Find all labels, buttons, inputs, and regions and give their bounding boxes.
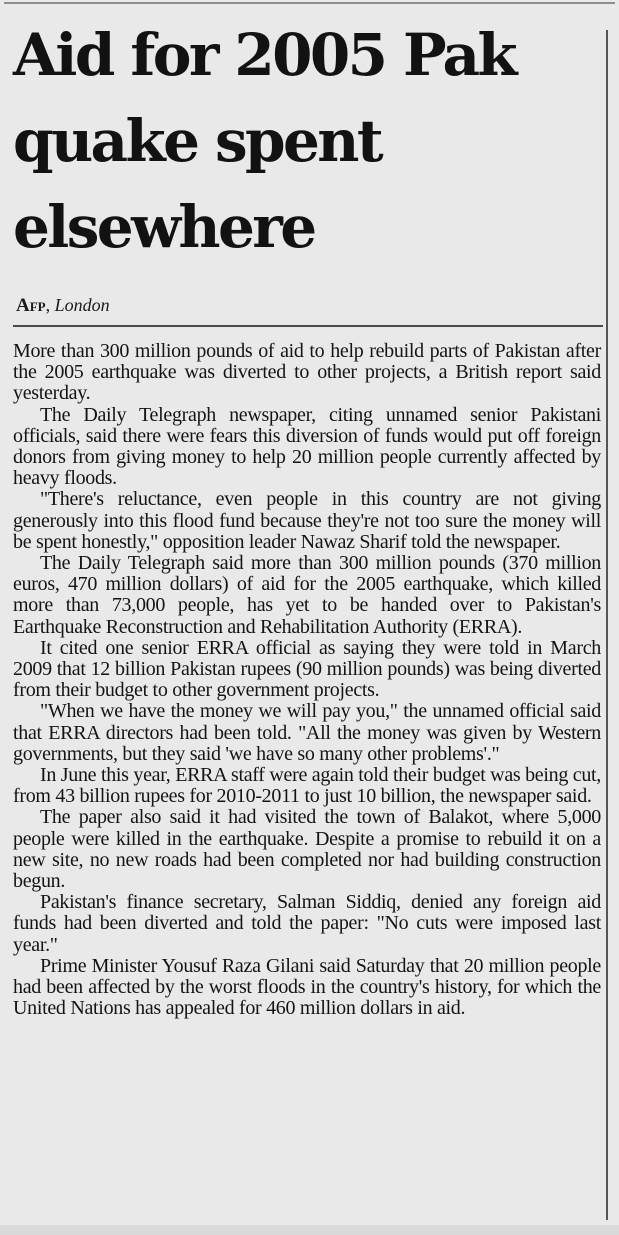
paragraph: Prime Minister Yousuf Raza Gilani said Saturday that 20 million people had been affected by the worst floods in the country's history, for which the United Nations has appealed for 460 million dollars in aid. [13, 954, 601, 1020]
paragraph: More than 300 million pounds of aid to help rebuild parts of Pakistan after the 2005 earthquake was diverted to other projects, a British report said yesterday. [13, 340, 601, 405]
column-rule [606, 30, 608, 1220]
paragraph: In June this year, ERRA staff were again told their budget was being cut, from 43 billion rupees for 2010-2011 to just 10 billion, the newspaper said. [13, 764, 601, 808]
headline-line-3: elsewhere [13, 193, 315, 261]
headline-line-2: quake spent [13, 107, 382, 175]
byline-divider [13, 325, 603, 327]
paragraph: It cited one senior ERRA official as saying they were told in March 2009 that 12 billion Pakistan rupees (90 million pounds) was being diverted from their budget to other government projects. [13, 636, 601, 702]
paragraph: Pakistan's finance secretary, Salman Siddiq, denied any foreign aid funds had been diverted and told the paper: "No cuts were imposed last year." [13, 891, 601, 956]
paragraph: "When we have the money we will pay you," the unnamed official said that ERRA directors had been told. "All the money was given by Western governments, but they said 'we have so many other problems'." [13, 700, 601, 765]
paragraph: The Daily Telegraph said more than 300 million pounds (370 million euros, 470 million dollars) of aid for the 2005 earthquake, which killed more than 73,000 people, has yet to be handed over to Pakistan's Earthquake Reconstruction and Rehabilitation Authority (ERRA). [13, 552, 601, 638]
paragraph: The Daily Telegraph newspaper, citing unnamed senior Pakistani officials, said there were fears this diversion of funds would put off foreign donors from giving money to help 20 million people currently affected by heavy floods. [13, 403, 601, 490]
byline-agency: Afp [16, 295, 46, 316]
byline-location: London [54, 295, 110, 315]
paragraph: The paper also said it had visited the town of Balakot, where 5,000 people were killed in the earthquake. Despite a promise to rebuild it on a new site, no new roads had been completed nor had building construction begun. [13, 806, 601, 893]
headline [13, 12, 603, 270]
article-body [13, 341, 601, 1020]
headline-line-1: Aid for 2005 Pak [13, 21, 516, 89]
paragraph: "There's reluctance, even people in this country are not giving generously into this flood fund because they're not too sure the money will be spent honestly," opposition leader Nawaz Sharif told the newspaper. [13, 488, 601, 553]
byline-separator: , [45, 295, 55, 315]
bottom-edge [0, 1225, 619, 1235]
top-divider [4, 2, 615, 4]
byline [16, 295, 110, 317]
